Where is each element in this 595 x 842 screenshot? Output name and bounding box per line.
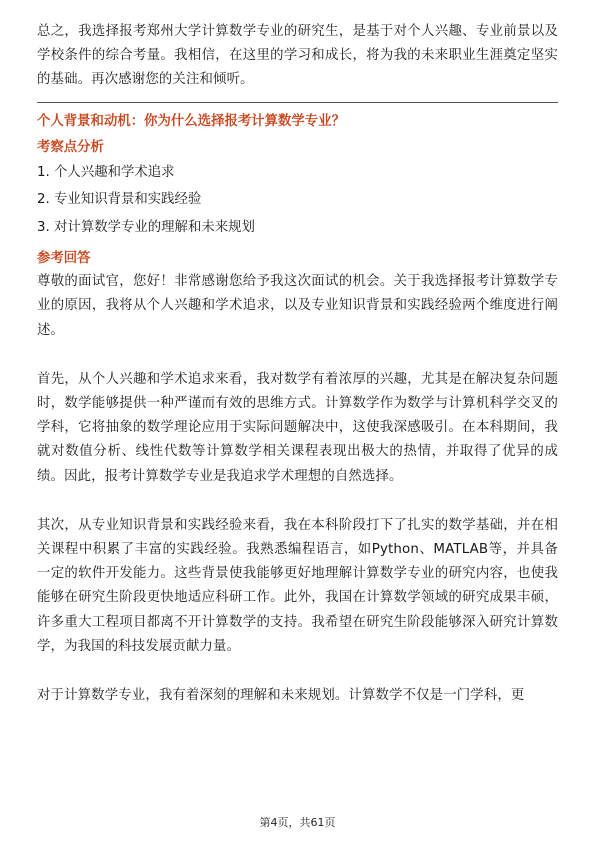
answer-paragraph-3: 其次，从专业知识背景和实践经验来看，我在本科阶段打下了扎实的数学基础，并在相关课程中积累了丰富的实践经验。我熟悉编程语言，如Python、MATLAB等，并具备一定的软件开发能力。这些背景使我能够更好地理解计算数学专业的研究内容，也使我能够在研究生阶段更快地适应科研工作。此外，我国在计算数学领域的研究成果丰硕，许多重大工程项目都离不开计算数学的支持。我希望在研究生阶段能够深入研究计算数学，为我国的科技发展贡献力量。 (37, 517, 558, 654)
answer-paragraph-1: 尊敬的面试官，您好！非常感谢您给予我这次面试的机会。关于我选择报考计算数学专业的原因，我将从个人兴趣和学术追求，以及专业知识背景和实践经验两个维度进行阐述。 (37, 274, 558, 338)
analysis-heading: 考察点分析 (37, 139, 104, 155)
answer-paragraph-2: 首先，从个人兴趣和学术追求来看，我对数学有着浓厚的兴趣，尤其是在解决复杂问题时，数学能够提供一种严谨而有效的思维方式。计算数学作为数学与计算机科学交叉的学科，它将抽象的数学理论应用于实际问题解决中，这使我深感吸引。在本科期间，我就对数值分析、线性代数等计算数学相关课程表现出极大的热情，并取得了优异的成绩。因此，报考计算数学专业是我追求学术理想的自然选择。 (37, 371, 558, 484)
list-item: 3. 对计算数学专业的理解和未来规划 (37, 219, 255, 235)
page-number-footer: 第4页，共61页 (259, 816, 336, 829)
question-heading: 个人背景和动机：你为什么选择报考计算数学专业？ (37, 113, 345, 129)
list-item: 2. 专业知识背景和实践经验 (37, 192, 202, 208)
answer-heading: 参考回答 (37, 251, 91, 267)
section-divider (37, 102, 558, 103)
list-item: 1. 个人兴趣和学术追求 (37, 164, 175, 180)
analysis-points-list (37, 159, 558, 242)
answer-paragraph-4: 对于计算数学专业，我有着深刻的理解和未来规划。计算数学不仅是一门学科，更 (37, 687, 525, 703)
intro-paragraph: 总之，我选择报考郑州大学计算数学专业的研究生，是基于对个人兴趣、专业前景以及学校条件的综合考量。我相信，在这里的学习和成长，将为我的未来职业生涯奠定坚实的基础。再次感谢您的关注和倾听。 (37, 24, 558, 88)
document-page (37, 20, 558, 708)
